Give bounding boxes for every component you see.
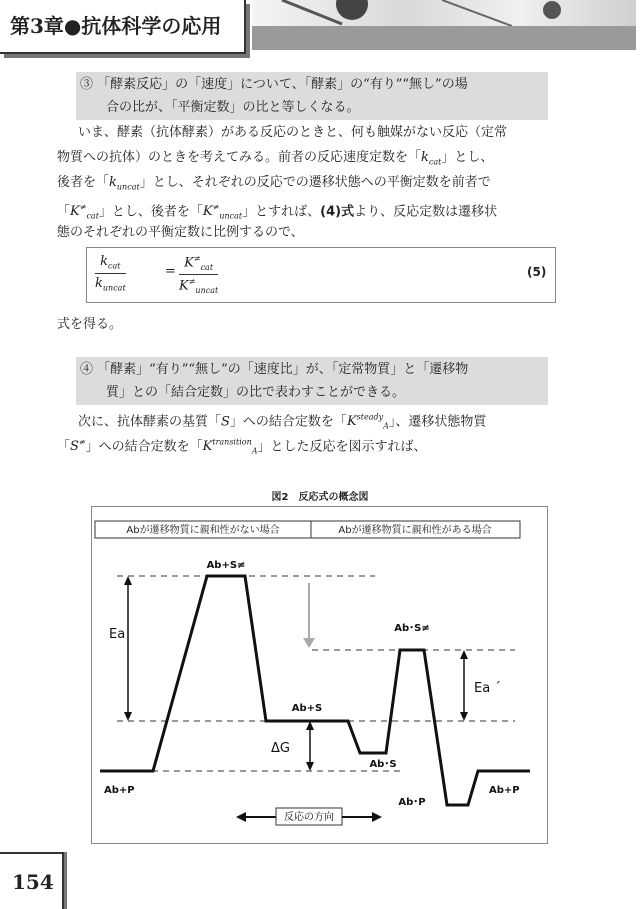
symbol-S: S bbox=[221, 414, 230, 430]
symbol-KA-transition: $K^{transition}_A$ bbox=[202, 438, 258, 456]
gray-arrow-head bbox=[303, 638, 315, 648]
para2-text: 」への結合定数を「 bbox=[229, 414, 347, 430]
figure-caption: 図2 反応式の概念図 bbox=[271, 492, 369, 503]
para2-text: 」とした反応を図示すれば、 bbox=[257, 439, 427, 455]
para1-text: 」とし、後者を「 bbox=[98, 204, 203, 220]
ea-arrow-head-top bbox=[124, 576, 132, 585]
direction-label: 反応の方向 bbox=[284, 812, 334, 823]
equation-ref: (4)式 bbox=[320, 204, 355, 220]
point4-line1: ④ 「酵素」“有り”“無し”の「速度比」が、「定常物質」と「遷移物 bbox=[80, 362, 469, 377]
page-number: 154 bbox=[12, 870, 54, 894]
label-ab-dot-p: Ab･P bbox=[398, 797, 426, 808]
symbol-K-uncat-ts: $K^\ne_{uncat}$ bbox=[202, 203, 243, 221]
legend-right: Abが遷移物質に親和性がある場合 bbox=[338, 525, 492, 536]
para1-text: より、反応定数は遷移状 bbox=[354, 204, 498, 220]
equals-sign: = bbox=[165, 264, 176, 279]
label-ab-p-left: Ab+P bbox=[104, 785, 135, 796]
para1-text: 態のそれぞれの平衡定数に比例するので、 bbox=[57, 225, 304, 240]
equation-label: (5) bbox=[527, 265, 547, 279]
label-ab-s: Ab+S bbox=[291, 703, 323, 714]
ea-arrow-head-bottom bbox=[124, 712, 132, 721]
para2-text: 「 bbox=[57, 439, 71, 455]
symbol-K-cat-ts: $K^\ne_{cat}$ bbox=[70, 203, 99, 221]
label-ab-dot-s: Ab･S bbox=[369, 759, 397, 770]
para1-text: 後者を「 bbox=[57, 175, 110, 190]
para2-text: 次に、抗体酵素の基質「 bbox=[78, 414, 222, 430]
after-equation-text: 式を得る。 bbox=[57, 317, 123, 332]
symbol-k-uncat: $k_{uncat}$ bbox=[109, 175, 140, 192]
symbol-S-ts: S≠ bbox=[70, 438, 86, 455]
point3-line2: 合の比が、「平衡定数」の比と等しくなる。 bbox=[106, 100, 360, 115]
direction-arrowhead-left bbox=[236, 812, 246, 822]
ea-prime-arrow-head-bottom bbox=[460, 712, 468, 721]
label-ea: Ea bbox=[109, 627, 126, 642]
para1-text: 」とし、 bbox=[441, 150, 494, 165]
page-number-box bbox=[0, 852, 64, 909]
para1-text: 」とし、それぞれの反応での遷移状態への平衡定数を前者で bbox=[139, 175, 491, 190]
para2-text: 」への結合定数を「 bbox=[85, 439, 203, 455]
chapter-title: 第3章●抗体科学の応用 bbox=[10, 14, 222, 38]
label-ab-s-ts: Ab+S≠ bbox=[206, 560, 246, 571]
point3-line1: ③ 「酵素反応」の「速度」について、「酵素」の“有り”“無し”の場 bbox=[80, 77, 468, 92]
label-ab-p-right: Ab+P bbox=[489, 785, 520, 796]
symbol-KA-steady: $K^{steady}_A$ bbox=[346, 413, 389, 431]
legend-left: Abが遷移物質に親和性がない場合 bbox=[126, 525, 280, 536]
para1-text: 「 bbox=[57, 204, 71, 220]
para1-text: 物質への抗体）のときを考えてみる。前者の反応速度定数を「 bbox=[57, 150, 422, 165]
para2-text: 」、遷移状態物質 bbox=[388, 414, 487, 430]
direction-arrowhead-right bbox=[372, 812, 382, 822]
label-ab-dot-s-ts: Ab･S≠ bbox=[394, 623, 430, 634]
ea-prime-arrow-head-top bbox=[460, 650, 468, 659]
point4-line2: 質」との「結合定数」の比で表わすことができる。 bbox=[106, 385, 406, 400]
delta-g-arrow-head-bottom bbox=[306, 762, 314, 771]
symbol-k-cat: $k_{cat}$ bbox=[421, 150, 442, 167]
label-delta-g: ΔG bbox=[271, 741, 290, 756]
fraction-K: $K^\ne_{cat}$ $K^\ne_{uncat}$ bbox=[179, 254, 219, 295]
label-ea-prime: Ea ´ bbox=[474, 681, 501, 696]
para1-text: いま、酵素（抗体酵素）がある反応のときと、何も触媒がない反応（定常 bbox=[78, 125, 508, 140]
para1-text: 」とすれば、 bbox=[242, 204, 321, 220]
fraction-k: $k_{cat}$ $k_{uncat}$ bbox=[95, 254, 126, 293]
